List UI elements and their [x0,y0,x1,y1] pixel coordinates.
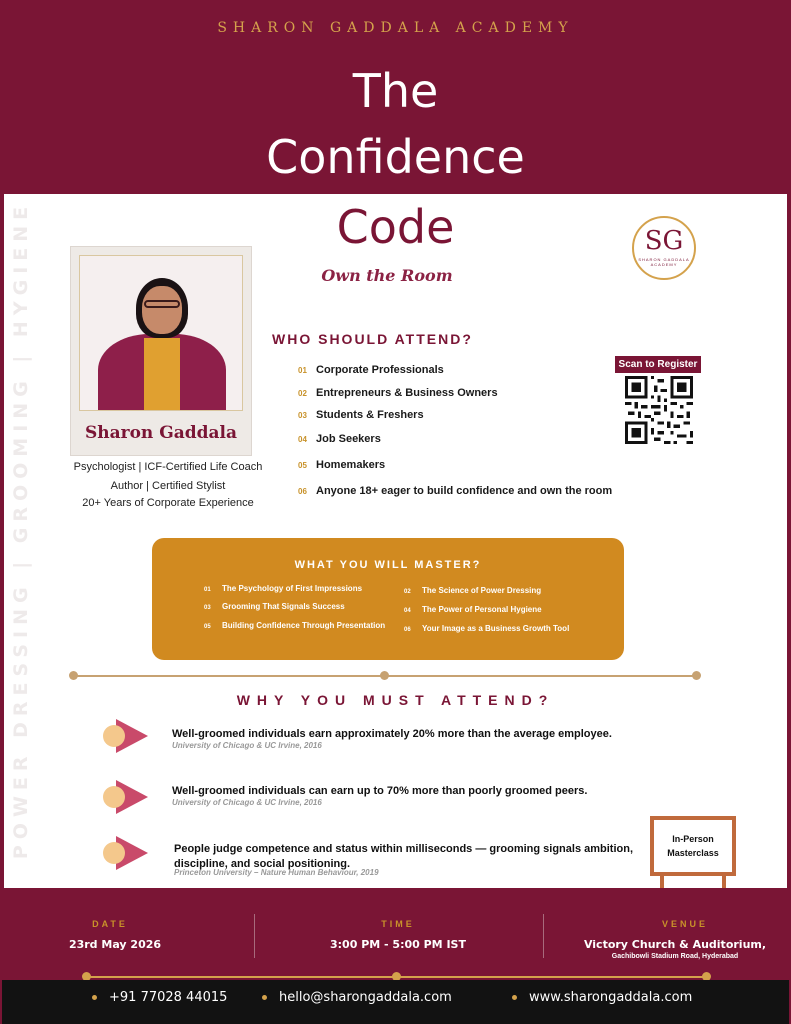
master-item-number: 02 [404,589,411,595]
who-item-label: Anyone 18+ eager to build confidence and own the room [316,485,613,497]
master-box [152,538,624,660]
title-line-1: The [352,64,439,118]
who-item-label: Job Seekers [316,433,381,445]
who-item [298,485,612,497]
master-item-number: 06 [404,627,411,633]
master-item-label: The Power of Personal Hygiene [422,605,542,614]
masterclass-easel [650,816,736,888]
info-separator [254,914,255,958]
master-item-number: 01 [204,587,211,593]
why-statement: Well-groomed individuals can earn up to 70% more than poorly groomed peers. [172,785,588,797]
photo-glasses [144,300,180,308]
subtitle: Own the Room [321,266,453,285]
master-item [204,584,362,593]
who-item-label: Homemakers [316,459,386,471]
photo-shirt [144,338,180,411]
why-statement: People judge competence and status within milliseconds — grooming signals ambition, discipline, and social positioning. [174,843,634,870]
logo-text: SHARON GADDALA ACADEMY [638,257,690,267]
logo-monogram: SG [644,226,684,256]
venue-label: VENUE [661,919,708,929]
divider-dot [380,671,389,680]
title-line-3: Code [336,200,455,254]
academy-name: SHARON GADDALA ACADEMY [217,20,574,36]
master-item [404,605,542,614]
bullet-dot-icon [92,995,97,1000]
master-item-number: 05 [204,624,211,630]
master-item-number: 04 [404,608,411,614]
venue-address: Gachibowli Stadium Road, Hyderabad [611,953,739,960]
who-item-number: 03 [298,411,307,420]
vertical-tagline: POWER DRESSING | GROOMING | HYGIENE [10,200,32,860]
phone-number: +91 77028 44015 [109,990,228,1005]
email-address: hello@sharongaddala.com [279,990,452,1005]
date-label: DATE [92,919,128,929]
why-heading: WHY YOU MUST ATTEND? [236,692,555,708]
master-item [404,624,569,633]
title-line-2: Confidence [266,130,525,184]
time-value: 3:00 PM - 5:00 PM IST [330,938,466,951]
easel-leg [660,874,664,888]
who-heading: WHO SHOULD ATTEND? [272,331,473,347]
date-value: 23rd May 2026 [68,938,162,951]
speaker-photo-frame [70,246,252,456]
badge-line-2: Masterclass [667,848,719,858]
master-item-label: Your Image as a Business Growth Tool [422,624,570,633]
who-item-number: 02 [298,389,307,398]
qr-code-icon[interactable] [624,376,694,444]
master-item [404,586,541,595]
why-source: University of Chicago & UC Irvine, 2016 [172,798,322,807]
speaker-name: Sharon Gaddala [84,423,238,443]
master-item-label: Building Confidence Through Presentation [222,621,386,630]
who-item-number: 06 [298,487,307,496]
who-item-number: 04 [298,435,307,444]
master-item-number: 03 [204,605,211,611]
who-item [298,459,385,471]
bullet-dot-icon [512,995,517,1000]
master-item-label: The Psychology of First Impressions [222,584,363,593]
phone-contact[interactable] [92,990,227,1005]
speaker-credential: Psychologist | ICF-Certified Life Coach [73,461,263,473]
time-label: TIME [381,919,415,929]
photo-face [142,286,182,334]
master-item [204,602,345,611]
master-item-label: Grooming That Signals Success [222,602,345,611]
divider-dot [69,671,78,680]
easel-board [650,816,736,876]
who-item-number: 01 [298,366,307,375]
master-item [204,621,385,630]
email-contact[interactable] [262,990,452,1005]
speaker-credential: Author | Certified Stylist [110,480,226,492]
speaker-credential: 20+ Years of Corporate Experience [82,497,254,509]
info-separator [543,914,544,958]
website-url: www.sharongaddala.com [529,990,693,1005]
who-item-label: Students & Freshers [316,409,424,421]
website-link[interactable] [512,990,692,1005]
who-item-number: 05 [298,461,307,470]
who-item [298,433,381,445]
who-item [298,387,498,399]
who-item-label: Corporate Professionals [316,364,444,376]
play-bullet-icon [102,836,148,870]
who-item [298,364,444,376]
master-heading: WHAT YOU WILL MASTER? [294,559,482,571]
who-item [298,409,424,421]
easel-leg [722,874,726,888]
why-source: Princeton University – Nature Human Behaviour, 2019 [174,868,379,877]
master-item-label: The Science of Power Dressing [422,586,542,595]
scan-to-register-label: Scan to Register [615,356,701,373]
why-statement: Well-groomed individuals earn approximately 20% more than the average employee. [172,728,612,740]
who-item-label: Entrepreneurs & Business Owners [316,387,498,399]
bullet-dot-icon [262,995,267,1000]
play-bullet-icon [102,780,148,814]
why-source: University of Chicago & UC Irvine, 2016 [172,741,322,750]
divider-dot [692,671,701,680]
play-bullet-icon [102,719,148,753]
venue-value: Victory Church & Auditorium, [583,938,767,951]
speaker-photo [79,255,243,411]
academy-logo [632,216,696,280]
badge-line-1: In-Person [672,834,714,844]
